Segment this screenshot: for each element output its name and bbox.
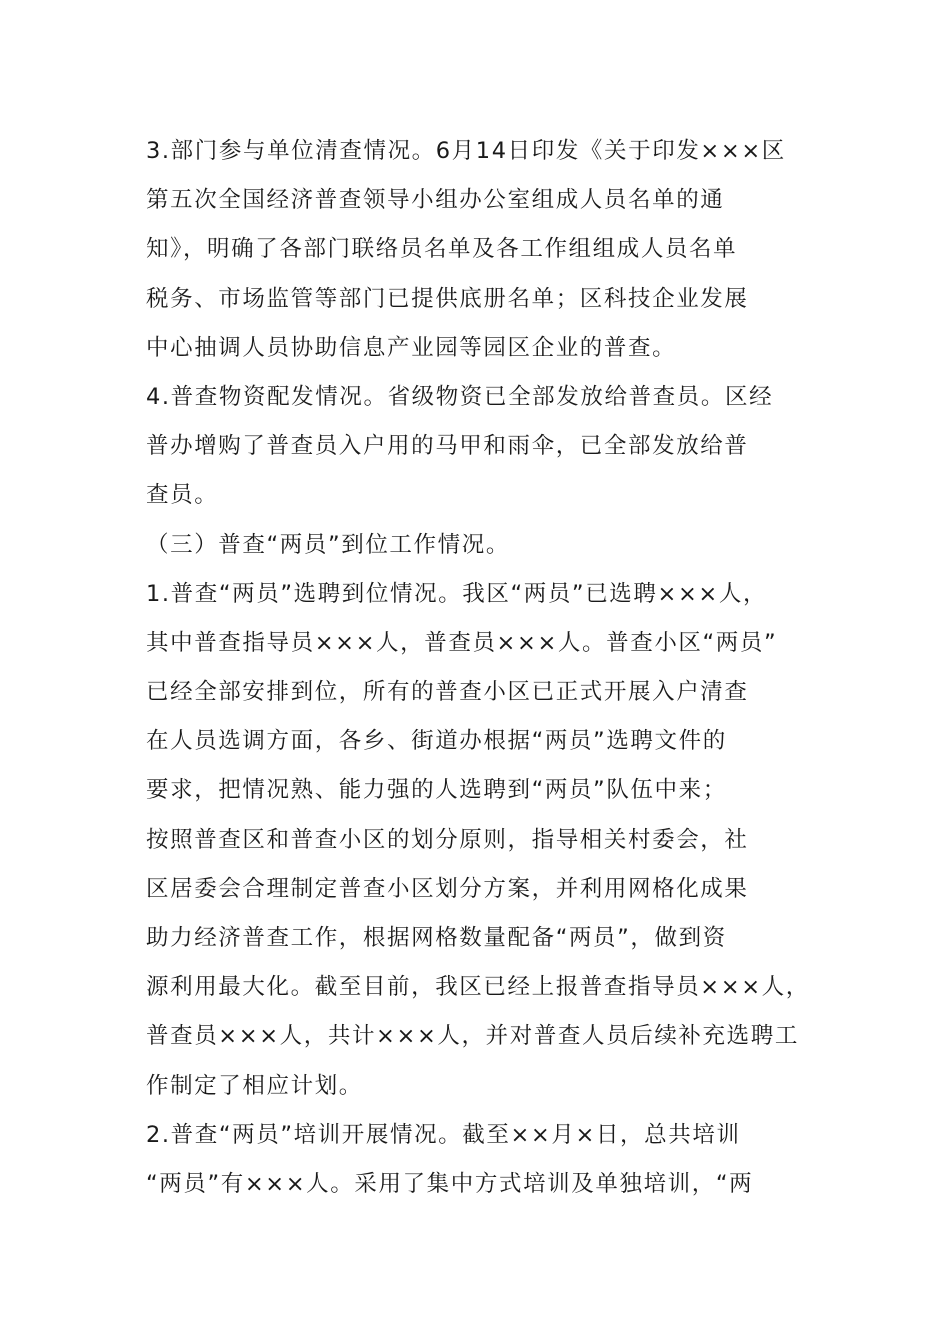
text-line: 其中普查指导员×××人，普查员×××人。普查小区“两员” <box>146 629 778 656</box>
text-line: 普查员×××人，共计×××人，并对普查人员后续补充选聘工 <box>146 1023 799 1050</box>
text-line: 区居委会合理制定普查小区划分方案，并利用网格化成果 <box>146 875 749 902</box>
text-line: 按照普查区和普查小区的划分原则，指导相关村委会，社 <box>146 826 749 853</box>
section-heading: （三）普查“两员”到位工作情况。 <box>146 531 510 558</box>
text-line: 第五次全国经济普查领导小组办公室组成人员名单的通 <box>146 187 725 214</box>
text-line: 已经全部安排到位，所有的普查小区已正式开展入户清查 <box>146 679 749 706</box>
text-line: 普办增购了普查员入户用的马甲和雨伞，已全部发放给普 <box>146 433 749 460</box>
text-line: 2.普查“两员”培训开展情况。截至××月×日，总共培训 <box>146 1121 741 1148</box>
text-line: 助力经济普查工作，根据网格数量配备“两员”，做到资 <box>146 925 727 951</box>
text-line: 查员。 <box>146 482 219 509</box>
text-line: 1.普查“两员”选聘到位情况。我区“两员”已选聘×××人， <box>146 580 768 607</box>
text-line: 3.部门参与单位清查情况。6月14日印发《关于印发×××区 <box>146 138 786 164</box>
text-line: “两员”有×××人。采用了集中方式培训及单独培训，“两 <box>146 1170 754 1197</box>
text-line: 要求，把情况熟、能力强的人选聘到“两员”队伍中来； <box>146 777 727 804</box>
body-text <box>146 127 810 1209</box>
text-line: 源利用最大化。截至目前，我区已经上报普查指导员×××人， <box>146 974 810 1001</box>
text-line: 中心抽调人员协助信息产业园等园区企业的普查。 <box>146 334 677 361</box>
text-line: 税务、市场监管等部门已提供底册名单；区科技企业发展 <box>146 285 749 312</box>
text-line: 知》，明确了各部门联络员名单及各工作组组成人员名单 <box>146 236 738 263</box>
text-line: 在人员选调方面，各乡、街道办根据“两员”选聘文件的 <box>146 728 727 755</box>
text-line: 4.普查物资配发情况。省级物资已全部发放给普查员。区经 <box>146 383 774 410</box>
text-line: 作制定了相应计划。 <box>146 1072 363 1099</box>
